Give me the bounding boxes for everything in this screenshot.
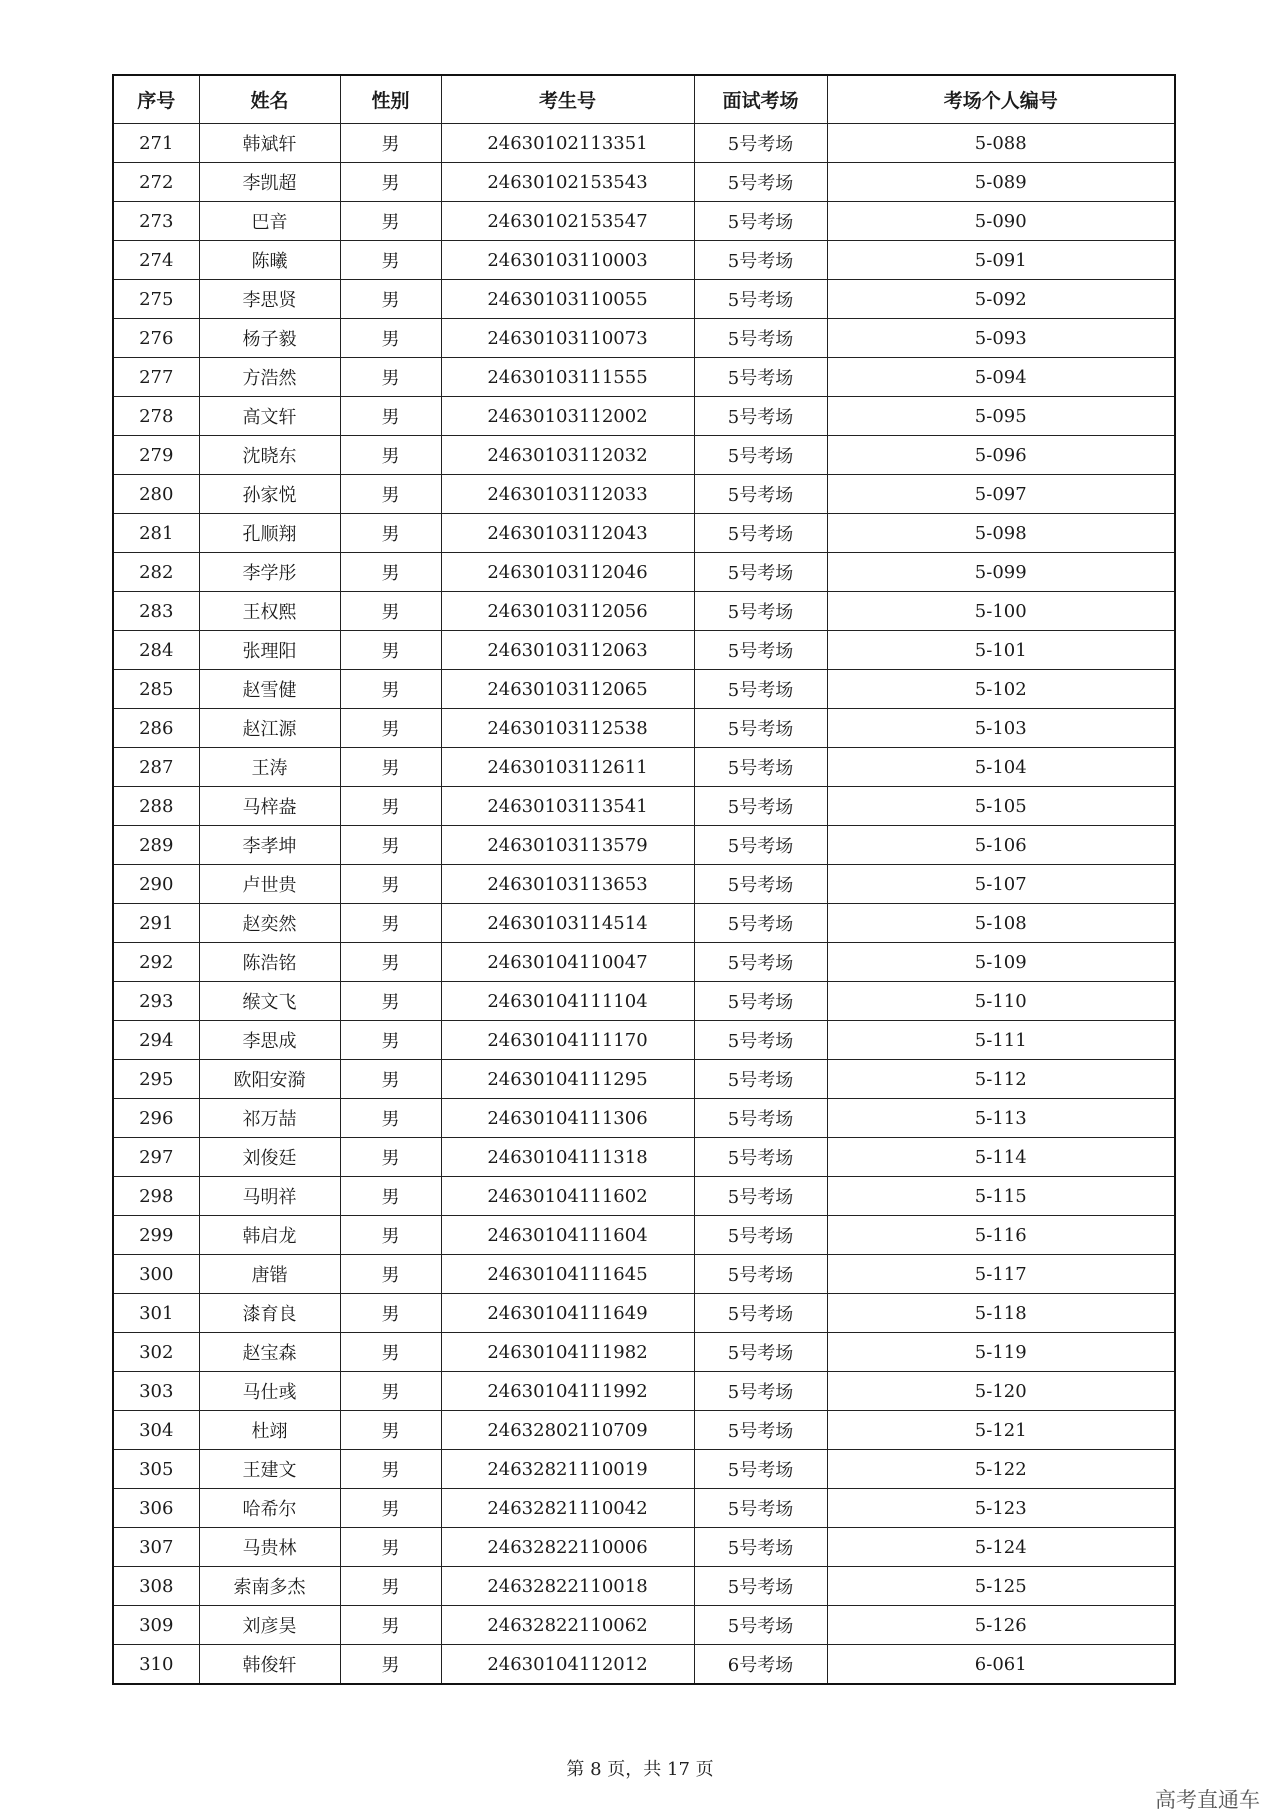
cell-index: 289 bbox=[113, 826, 199, 865]
cell-index: 303 bbox=[113, 1372, 199, 1411]
cell-personal-number: 5-126 bbox=[827, 1606, 1175, 1645]
table-row bbox=[113, 1645, 1175, 1685]
table-row bbox=[113, 904, 1175, 943]
cell-name: 赵奕然 bbox=[199, 904, 340, 943]
cell-gender: 男 bbox=[340, 1411, 441, 1450]
interview-roster-table bbox=[112, 74, 1176, 1685]
cell-exam-room: 5号考场 bbox=[694, 1606, 827, 1645]
cell-gender: 男 bbox=[340, 982, 441, 1021]
cell-gender: 男 bbox=[340, 163, 441, 202]
cell-personal-number: 5-090 bbox=[827, 202, 1175, 241]
cell-index: 287 bbox=[113, 748, 199, 787]
cell-name: 陈曦 bbox=[199, 241, 340, 280]
cell-name: 马明祥 bbox=[199, 1177, 340, 1216]
table-row bbox=[113, 475, 1175, 514]
cell-exam-room: 5号考场 bbox=[694, 124, 827, 163]
cell-exam-room: 5号考场 bbox=[694, 514, 827, 553]
cell-exam-room: 5号考场 bbox=[694, 163, 827, 202]
cell-gender: 男 bbox=[340, 1372, 441, 1411]
cell-gender: 男 bbox=[340, 280, 441, 319]
cell-exam-room: 5号考场 bbox=[694, 1333, 827, 1372]
cell-index: 301 bbox=[113, 1294, 199, 1333]
table-header bbox=[113, 75, 1175, 124]
cell-gender: 男 bbox=[340, 1606, 441, 1645]
cell-name: 李思成 bbox=[199, 1021, 340, 1060]
cell-personal-number: 5-114 bbox=[827, 1138, 1175, 1177]
cell-candidate-id: 24630103112611 bbox=[441, 748, 694, 787]
table-row bbox=[113, 1411, 1175, 1450]
watermark-text: 高考直通车 bbox=[1155, 1788, 1260, 1812]
cell-gender: 男 bbox=[340, 1021, 441, 1060]
table-row bbox=[113, 436, 1175, 475]
table-row bbox=[113, 631, 1175, 670]
cell-candidate-id: 24630104111170 bbox=[441, 1021, 694, 1060]
cell-index: 279 bbox=[113, 436, 199, 475]
cell-index: 310 bbox=[113, 1645, 199, 1685]
cell-name: 王涛 bbox=[199, 748, 340, 787]
cell-exam-room: 5号考场 bbox=[694, 1450, 827, 1489]
table-row bbox=[113, 670, 1175, 709]
cell-gender: 男 bbox=[340, 943, 441, 982]
header-row bbox=[113, 75, 1175, 124]
cell-gender: 男 bbox=[340, 709, 441, 748]
cell-index: 293 bbox=[113, 982, 199, 1021]
cell-candidate-id: 24630103112065 bbox=[441, 670, 694, 709]
cell-candidate-id: 24630103112032 bbox=[441, 436, 694, 475]
cell-gender: 男 bbox=[340, 553, 441, 592]
cell-exam-room: 5号考场 bbox=[694, 1411, 827, 1450]
cell-candidate-id: 24630103111555 bbox=[441, 358, 694, 397]
cell-candidate-id: 24632822110018 bbox=[441, 1567, 694, 1606]
table-row bbox=[113, 592, 1175, 631]
cell-personal-number: 5-124 bbox=[827, 1528, 1175, 1567]
table-row bbox=[113, 319, 1175, 358]
cell-personal-number: 5-088 bbox=[827, 124, 1175, 163]
cell-personal-number: 5-093 bbox=[827, 319, 1175, 358]
cell-gender: 男 bbox=[340, 748, 441, 787]
cell-gender: 男 bbox=[340, 1450, 441, 1489]
table-row bbox=[113, 124, 1175, 163]
cell-name: 祁万喆 bbox=[199, 1099, 340, 1138]
cell-candidate-id: 24630104112012 bbox=[441, 1645, 694, 1685]
cell-name: 沈晓东 bbox=[199, 436, 340, 475]
table-row bbox=[113, 241, 1175, 280]
cell-index: 276 bbox=[113, 319, 199, 358]
table-row bbox=[113, 943, 1175, 982]
cell-personal-number: 5-115 bbox=[827, 1177, 1175, 1216]
cell-index: 282 bbox=[113, 553, 199, 592]
cell-exam-room: 5号考场 bbox=[694, 1177, 827, 1216]
cell-candidate-id: 24632821110019 bbox=[441, 1450, 694, 1489]
table-row bbox=[113, 1216, 1175, 1255]
table-row bbox=[113, 397, 1175, 436]
cell-index: 271 bbox=[113, 124, 199, 163]
header-exam-room: 面试考场 bbox=[694, 75, 827, 124]
cell-gender: 男 bbox=[340, 397, 441, 436]
cell-exam-room: 5号考场 bbox=[694, 202, 827, 241]
cell-candidate-id: 24630102153543 bbox=[441, 163, 694, 202]
cell-candidate-id: 24630103112063 bbox=[441, 631, 694, 670]
page-number-footer: 第 8 页，共 17 页 bbox=[566, 1759, 714, 1780]
cell-exam-room: 5号考场 bbox=[694, 1372, 827, 1411]
cell-name: 缑文飞 bbox=[199, 982, 340, 1021]
cell-candidate-id: 24630104111982 bbox=[441, 1333, 694, 1372]
cell-exam-room: 5号考场 bbox=[694, 241, 827, 280]
table-row bbox=[113, 709, 1175, 748]
cell-name: 马梓盎 bbox=[199, 787, 340, 826]
cell-candidate-id: 24630103112043 bbox=[441, 514, 694, 553]
cell-name: 李学彤 bbox=[199, 553, 340, 592]
cell-personal-number: 5-118 bbox=[827, 1294, 1175, 1333]
cell-name: 马仕彧 bbox=[199, 1372, 340, 1411]
cell-name: 哈希尔 bbox=[199, 1489, 340, 1528]
cell-index: 272 bbox=[113, 163, 199, 202]
cell-name: 漆育良 bbox=[199, 1294, 340, 1333]
cell-name: 刘俊廷 bbox=[199, 1138, 340, 1177]
cell-gender: 男 bbox=[340, 514, 441, 553]
cell-name: 索南多杰 bbox=[199, 1567, 340, 1606]
cell-name: 高文轩 bbox=[199, 397, 340, 436]
cell-candidate-id: 24632822110006 bbox=[441, 1528, 694, 1567]
cell-index: 309 bbox=[113, 1606, 199, 1645]
cell-name: 赵雪健 bbox=[199, 670, 340, 709]
cell-gender: 男 bbox=[340, 202, 441, 241]
cell-index: 281 bbox=[113, 514, 199, 553]
cell-index: 307 bbox=[113, 1528, 199, 1567]
cell-exam-room: 6号考场 bbox=[694, 1645, 827, 1685]
cell-exam-room: 5号考场 bbox=[694, 748, 827, 787]
cell-gender: 男 bbox=[340, 904, 441, 943]
cell-index: 304 bbox=[113, 1411, 199, 1450]
table-row bbox=[113, 553, 1175, 592]
cell-index: 300 bbox=[113, 1255, 199, 1294]
cell-candidate-id: 24632802110709 bbox=[441, 1411, 694, 1450]
cell-personal-number: 5-119 bbox=[827, 1333, 1175, 1372]
cell-name: 刘彦昊 bbox=[199, 1606, 340, 1645]
cell-exam-room: 5号考场 bbox=[694, 358, 827, 397]
table-row bbox=[113, 1294, 1175, 1333]
table-body bbox=[113, 124, 1175, 1685]
cell-name: 李孝坤 bbox=[199, 826, 340, 865]
cell-exam-room: 5号考场 bbox=[694, 1528, 827, 1567]
cell-index: 288 bbox=[113, 787, 199, 826]
cell-name: 韩斌轩 bbox=[199, 124, 340, 163]
cell-candidate-id: 24630103113541 bbox=[441, 787, 694, 826]
cell-name: 杨子毅 bbox=[199, 319, 340, 358]
cell-personal-number: 5-094 bbox=[827, 358, 1175, 397]
cell-exam-room: 5号考场 bbox=[694, 592, 827, 631]
cell-gender: 男 bbox=[340, 358, 441, 397]
cell-index: 278 bbox=[113, 397, 199, 436]
cell-gender: 男 bbox=[340, 865, 441, 904]
cell-personal-number: 5-099 bbox=[827, 553, 1175, 592]
cell-candidate-id: 24630103113579 bbox=[441, 826, 694, 865]
cell-gender: 男 bbox=[340, 631, 441, 670]
cell-name: 王权熙 bbox=[199, 592, 340, 631]
cell-candidate-id: 24630103113653 bbox=[441, 865, 694, 904]
table-row bbox=[113, 1489, 1175, 1528]
cell-exam-room: 5号考场 bbox=[694, 475, 827, 514]
cell-exam-room: 5号考场 bbox=[694, 319, 827, 358]
cell-index: 292 bbox=[113, 943, 199, 982]
cell-candidate-id: 24630103110073 bbox=[441, 319, 694, 358]
cell-personal-number: 5-097 bbox=[827, 475, 1175, 514]
cell-candidate-id: 24630103112002 bbox=[441, 397, 694, 436]
cell-gender: 男 bbox=[340, 1489, 441, 1528]
cell-gender: 男 bbox=[340, 319, 441, 358]
cell-candidate-id: 24630104111649 bbox=[441, 1294, 694, 1333]
cell-name: 欧阳安漪 bbox=[199, 1060, 340, 1099]
cell-name: 韩俊轩 bbox=[199, 1645, 340, 1685]
cell-exam-room: 5号考场 bbox=[694, 1489, 827, 1528]
cell-name: 马贵林 bbox=[199, 1528, 340, 1567]
cell-exam-room: 5号考场 bbox=[694, 1138, 827, 1177]
table-row bbox=[113, 1567, 1175, 1606]
cell-gender: 男 bbox=[340, 1216, 441, 1255]
cell-index: 305 bbox=[113, 1450, 199, 1489]
table-row bbox=[113, 280, 1175, 319]
cell-index: 291 bbox=[113, 904, 199, 943]
cell-gender: 男 bbox=[340, 1567, 441, 1606]
cell-personal-number: 6-061 bbox=[827, 1645, 1175, 1685]
cell-candidate-id: 24630104111992 bbox=[441, 1372, 694, 1411]
cell-gender: 男 bbox=[340, 1645, 441, 1685]
cell-personal-number: 5-121 bbox=[827, 1411, 1175, 1450]
cell-candidate-id: 24630102153547 bbox=[441, 202, 694, 241]
cell-index: 302 bbox=[113, 1333, 199, 1372]
cell-candidate-id: 24630103114514 bbox=[441, 904, 694, 943]
cell-index: 306 bbox=[113, 1489, 199, 1528]
table-row bbox=[113, 1528, 1175, 1567]
cell-personal-number: 5-112 bbox=[827, 1060, 1175, 1099]
cell-name: 杜翊 bbox=[199, 1411, 340, 1450]
table-row bbox=[113, 202, 1175, 241]
table-row bbox=[113, 982, 1175, 1021]
cell-index: 290 bbox=[113, 865, 199, 904]
header-personal-number: 考场个人编号 bbox=[827, 75, 1175, 124]
cell-index: 299 bbox=[113, 1216, 199, 1255]
table-row bbox=[113, 748, 1175, 787]
cell-gender: 男 bbox=[340, 1099, 441, 1138]
cell-exam-room: 5号考场 bbox=[694, 865, 827, 904]
cell-gender: 男 bbox=[340, 124, 441, 163]
table-row bbox=[113, 1255, 1175, 1294]
cell-name: 赵江源 bbox=[199, 709, 340, 748]
cell-exam-room: 5号考场 bbox=[694, 826, 827, 865]
cell-exam-room: 5号考场 bbox=[694, 1567, 827, 1606]
cell-personal-number: 5-089 bbox=[827, 163, 1175, 202]
table-row bbox=[113, 826, 1175, 865]
cell-index: 277 bbox=[113, 358, 199, 397]
cell-exam-room: 5号考场 bbox=[694, 709, 827, 748]
cell-name: 赵宝森 bbox=[199, 1333, 340, 1372]
cell-name: 陈浩铭 bbox=[199, 943, 340, 982]
cell-personal-number: 5-109 bbox=[827, 943, 1175, 982]
cell-personal-number: 5-095 bbox=[827, 397, 1175, 436]
cell-exam-room: 5号考场 bbox=[694, 436, 827, 475]
cell-index: 274 bbox=[113, 241, 199, 280]
cell-candidate-id: 24630103112033 bbox=[441, 475, 694, 514]
cell-personal-number: 5-096 bbox=[827, 436, 1175, 475]
cell-gender: 男 bbox=[340, 241, 441, 280]
cell-exam-room: 5号考场 bbox=[694, 397, 827, 436]
cell-index: 295 bbox=[113, 1060, 199, 1099]
cell-gender: 男 bbox=[340, 436, 441, 475]
table-row bbox=[113, 865, 1175, 904]
cell-index: 273 bbox=[113, 202, 199, 241]
cell-personal-number: 5-110 bbox=[827, 982, 1175, 1021]
table-row bbox=[113, 358, 1175, 397]
cell-personal-number: 5-123 bbox=[827, 1489, 1175, 1528]
cell-index: 283 bbox=[113, 592, 199, 631]
cell-name: 方浩然 bbox=[199, 358, 340, 397]
cell-exam-room: 5号考场 bbox=[694, 1021, 827, 1060]
cell-candidate-id: 24630102113351 bbox=[441, 124, 694, 163]
table-row bbox=[113, 1372, 1175, 1411]
cell-index: 294 bbox=[113, 1021, 199, 1060]
cell-personal-number: 5-120 bbox=[827, 1372, 1175, 1411]
cell-exam-room: 5号考场 bbox=[694, 904, 827, 943]
cell-personal-number: 5-091 bbox=[827, 241, 1175, 280]
header-candidate-id: 考生号 bbox=[441, 75, 694, 124]
cell-index: 284 bbox=[113, 631, 199, 670]
cell-candidate-id: 24630104111306 bbox=[441, 1099, 694, 1138]
cell-personal-number: 5-116 bbox=[827, 1216, 1175, 1255]
cell-personal-number: 5-105 bbox=[827, 787, 1175, 826]
cell-exam-room: 5号考场 bbox=[694, 1099, 827, 1138]
cell-gender: 男 bbox=[340, 1528, 441, 1567]
cell-candidate-id: 24630104111104 bbox=[441, 982, 694, 1021]
cell-exam-room: 5号考场 bbox=[694, 670, 827, 709]
cell-candidate-id: 24630104111318 bbox=[441, 1138, 694, 1177]
table-row bbox=[113, 1060, 1175, 1099]
cell-personal-number: 5-104 bbox=[827, 748, 1175, 787]
cell-personal-number: 5-100 bbox=[827, 592, 1175, 631]
cell-index: 286 bbox=[113, 709, 199, 748]
cell-index: 297 bbox=[113, 1138, 199, 1177]
cell-personal-number: 5-125 bbox=[827, 1567, 1175, 1606]
cell-candidate-id: 24630104111645 bbox=[441, 1255, 694, 1294]
cell-index: 280 bbox=[113, 475, 199, 514]
cell-name: 唐锴 bbox=[199, 1255, 340, 1294]
cell-gender: 男 bbox=[340, 1294, 441, 1333]
table-row bbox=[113, 1099, 1175, 1138]
cell-personal-number: 5-122 bbox=[827, 1450, 1175, 1489]
cell-gender: 男 bbox=[340, 1138, 441, 1177]
cell-personal-number: 5-117 bbox=[827, 1255, 1175, 1294]
cell-gender: 男 bbox=[340, 670, 441, 709]
cell-name: 李凯超 bbox=[199, 163, 340, 202]
cell-exam-room: 5号考场 bbox=[694, 1060, 827, 1099]
cell-candidate-id: 24630103112046 bbox=[441, 553, 694, 592]
header-index: 序号 bbox=[113, 75, 199, 124]
table-row bbox=[113, 163, 1175, 202]
cell-name: 孙家悦 bbox=[199, 475, 340, 514]
cell-personal-number: 5-107 bbox=[827, 865, 1175, 904]
cell-gender: 男 bbox=[340, 1060, 441, 1099]
cell-gender: 男 bbox=[340, 787, 441, 826]
cell-personal-number: 5-101 bbox=[827, 631, 1175, 670]
cell-gender: 男 bbox=[340, 826, 441, 865]
cell-personal-number: 5-111 bbox=[827, 1021, 1175, 1060]
cell-exam-room: 5号考场 bbox=[694, 982, 827, 1021]
cell-index: 308 bbox=[113, 1567, 199, 1606]
cell-personal-number: 5-108 bbox=[827, 904, 1175, 943]
cell-name: 李思贤 bbox=[199, 280, 340, 319]
cell-exam-room: 5号考场 bbox=[694, 1216, 827, 1255]
cell-candidate-id: 24630104111604 bbox=[441, 1216, 694, 1255]
cell-exam-room: 5号考场 bbox=[694, 1294, 827, 1333]
cell-gender: 男 bbox=[340, 1177, 441, 1216]
cell-name: 卢世贵 bbox=[199, 865, 340, 904]
cell-index: 275 bbox=[113, 280, 199, 319]
cell-candidate-id: 24630103110055 bbox=[441, 280, 694, 319]
cell-exam-room: 5号考场 bbox=[694, 553, 827, 592]
cell-index: 296 bbox=[113, 1099, 199, 1138]
cell-gender: 男 bbox=[340, 475, 441, 514]
cell-index: 285 bbox=[113, 670, 199, 709]
cell-exam-room: 5号考场 bbox=[694, 943, 827, 982]
cell-personal-number: 5-103 bbox=[827, 709, 1175, 748]
cell-name: 孔顺翔 bbox=[199, 514, 340, 553]
cell-personal-number: 5-113 bbox=[827, 1099, 1175, 1138]
cell-candidate-id: 24630104111295 bbox=[441, 1060, 694, 1099]
cell-name: 张理阳 bbox=[199, 631, 340, 670]
cell-exam-room: 5号考场 bbox=[694, 280, 827, 319]
cell-gender: 男 bbox=[340, 592, 441, 631]
cell-candidate-id: 24630104111602 bbox=[441, 1177, 694, 1216]
cell-exam-room: 5号考场 bbox=[694, 631, 827, 670]
cell-exam-room: 5号考场 bbox=[694, 1255, 827, 1294]
cell-index: 298 bbox=[113, 1177, 199, 1216]
cell-exam-room: 5号考场 bbox=[694, 787, 827, 826]
table-row bbox=[113, 1138, 1175, 1177]
cell-candidate-id: 24630103112056 bbox=[441, 592, 694, 631]
cell-name: 巴音 bbox=[199, 202, 340, 241]
table-row bbox=[113, 514, 1175, 553]
cell-candidate-id: 24632822110062 bbox=[441, 1606, 694, 1645]
cell-personal-number: 5-102 bbox=[827, 670, 1175, 709]
table-row bbox=[113, 787, 1175, 826]
cell-name: 韩启龙 bbox=[199, 1216, 340, 1255]
cell-candidate-id: 24630104110047 bbox=[441, 943, 694, 982]
cell-name: 王建文 bbox=[199, 1450, 340, 1489]
cell-gender: 男 bbox=[340, 1255, 441, 1294]
cell-personal-number: 5-098 bbox=[827, 514, 1175, 553]
table-row bbox=[113, 1450, 1175, 1489]
table-row bbox=[113, 1606, 1175, 1645]
table-row bbox=[113, 1021, 1175, 1060]
cell-candidate-id: 24630103112538 bbox=[441, 709, 694, 748]
header-name: 姓名 bbox=[199, 75, 340, 124]
cell-gender: 男 bbox=[340, 1333, 441, 1372]
table-row bbox=[113, 1177, 1175, 1216]
cell-personal-number: 5-092 bbox=[827, 280, 1175, 319]
cell-personal-number: 5-106 bbox=[827, 826, 1175, 865]
header-gender: 性别 bbox=[340, 75, 441, 124]
cell-candidate-id: 24630103110003 bbox=[441, 241, 694, 280]
table-row bbox=[113, 1333, 1175, 1372]
cell-candidate-id: 24632821110042 bbox=[441, 1489, 694, 1528]
